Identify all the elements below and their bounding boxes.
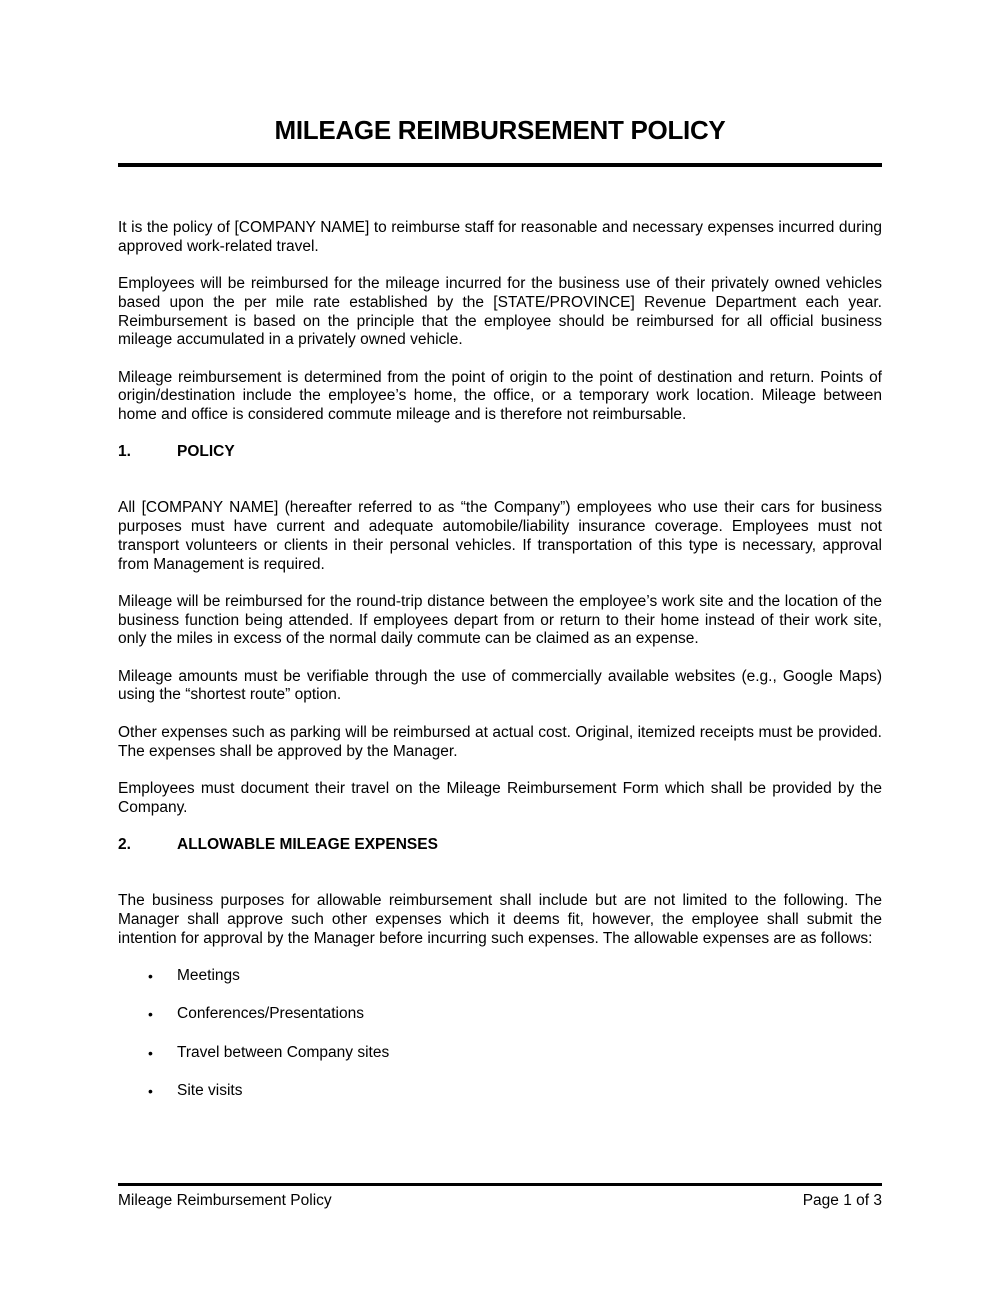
- intro-paragraph: It is the policy of [COMPANY NAME] to reimburse staff for reasonable and necessary expenses incurred during approved work-related travel.: [118, 219, 882, 255]
- list-item: [148, 1005, 882, 1024]
- list-item-label: Conferences/Presentations: [177, 1005, 364, 1023]
- list-item: [148, 967, 882, 986]
- section-paragraph: Mileage will be reimbursed for the round-trip distance between the employee’s work site and the location of the business function being attended. If employees depart from or return to their home instead of their work site, only the miles in excess of the normal daily commute can be claimed as an expense.: [118, 592, 882, 648]
- footer-document-title: Mileage Reimbursement Policy: [118, 1192, 332, 1209]
- section-title: POLICY: [177, 443, 235, 461]
- page-content: [118, 0, 882, 1121]
- section-paragraph: The business purposes for allowable reimbursement shall include but are not limited to the following. The Manager shall approve such other expenses which it deems fit, however, the employee shall submit the intention for approval by the Manager before incurring such expenses. The allowable expenses are as follows:: [118, 892, 882, 947]
- list-item-label: Meetings: [177, 966, 240, 984]
- bullet-icon: •: [148, 1006, 153, 1023]
- bullet-icon: •: [148, 1083, 153, 1100]
- footer-page-number: Page 1 of 3: [802, 1192, 882, 1209]
- page-title: MILEAGE REIMBURSEMENT POLICY: [274, 115, 726, 145]
- title-divider: [118, 163, 882, 167]
- footer-divider: [118, 1183, 882, 1186]
- bullet-icon: •: [148, 1044, 153, 1061]
- section-heading-allowable-mileage-expenses: [118, 836, 882, 855]
- list-item: [148, 1044, 882, 1063]
- list-item-label: Site visits: [177, 1082, 243, 1100]
- section-number: 1.: [118, 443, 131, 461]
- intro-paragraph: Mileage reimbursement is determined from the point of origin to the point of destination and return. Points of origin/destination include the employee’s home, the office, or a temporary work location. Mileage between home and office is considered commute mileage and is therefore not reimbursable.: [118, 368, 882, 423]
- page-footer: [118, 1183, 882, 1211]
- bullet-icon: •: [148, 967, 153, 984]
- intro-paragraph: Employees will be reimbursed for the mileage incurred for the business use of their privately owned vehicles based upon the per mile rate established by the [STATE/PROVINCE] Revenue Department each year. Reimbursement is based on the principle that the employee should be reimbursed for all official business mileage accumulated in a privately owned vehicle.: [118, 275, 882, 349]
- allowable-expenses-list: [118, 967, 882, 1101]
- list-item-label: Travel between Company sites: [177, 1043, 390, 1061]
- section-title: ALLOWABLE MILEAGE EXPENSES: [177, 836, 438, 854]
- section-paragraph: Other expenses such as parking will be reimbursed at actual cost. Original, itemized receipts must be provided. The expenses shall be approved by the Manager.: [118, 723, 882, 760]
- section-number: 2.: [118, 836, 131, 854]
- section-paragraph: Employees must document their travel on the Mileage Reimbursement Form which shall be provided by the Company.: [118, 779, 882, 816]
- list-item: [148, 1082, 882, 1101]
- section-heading-policy: [118, 443, 882, 462]
- section-paragraph: Mileage amounts must be verifiable through the use of commercially available websites (e.g., Google Maps) using the “shortest route” option.: [118, 667, 882, 704]
- section-paragraph: All [COMPANY NAME] (hereafter referred to as “the Company”) employees who use their cars for business purposes must have current and adequate automobile/liability insurance coverage. Employees must not transport volunteers or clients in their personal vehicles. If transportation of this type is necessary, approval from Management is required.: [118, 499, 882, 573]
